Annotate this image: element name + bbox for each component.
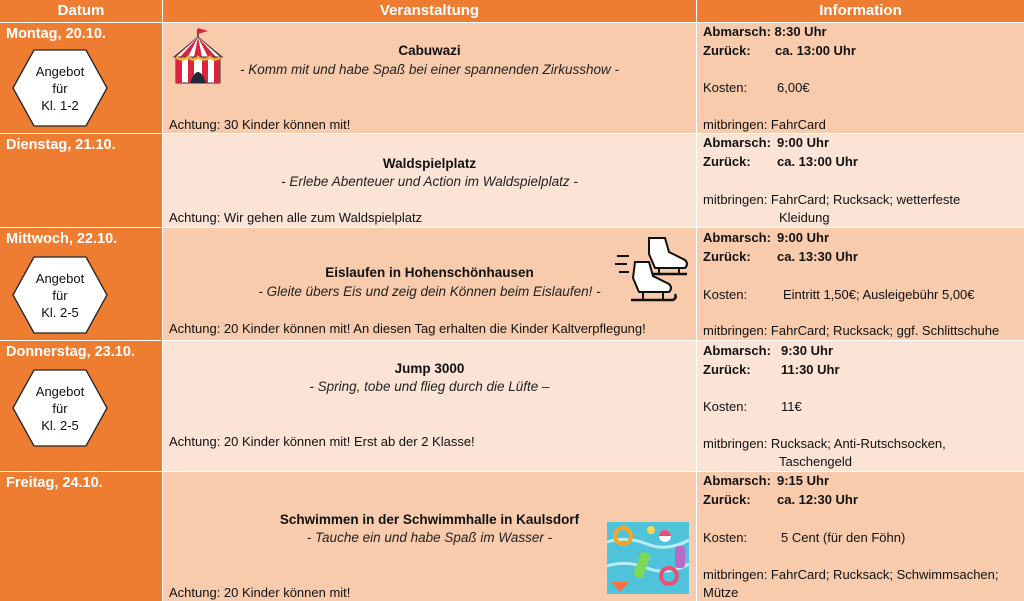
table-row xyxy=(0,228,1024,340)
abmarsch-label: Abmarsch: xyxy=(703,343,771,358)
table-row xyxy=(0,134,1024,227)
event-title: Eislaufen in Hohenschönhausen xyxy=(325,265,534,280)
event-title: Schwimmen in der Schwimmhalle in Kaulsdorf xyxy=(279,512,580,527)
abmarsch-label: Abmarsch: xyxy=(703,473,771,488)
date-label: Mittwoch, 22.10. xyxy=(6,231,118,247)
event-cell xyxy=(163,134,696,227)
grade-badge xyxy=(12,369,108,447)
abmarsch-label: Abmarsch: xyxy=(703,230,771,245)
abmarsch-value: 8:30 Uhr xyxy=(774,24,827,39)
kosten-label: Kosten: xyxy=(703,287,748,302)
info-cell xyxy=(697,341,1024,471)
mitbringen-text: mitbringen: FahrCard; Rucksack; Schwimmsachen; xyxy=(703,567,999,582)
date-label: Donnerstag, 23.10. xyxy=(6,344,135,360)
mitbringen-text: mitbringen: Rucksack; Anti-Rutschsocken, xyxy=(703,436,946,451)
zurueck-value: ca. 13:00 Uhr xyxy=(777,154,858,169)
event-subtitle: - Tauche ein und habe Spaß im Wasser - xyxy=(306,530,553,545)
table-row xyxy=(0,472,1024,601)
event-subtitle: - Komm mit und habe Spaß bei einer spannenden Zirkusshow - xyxy=(240,62,619,77)
abmarsch-value: 9:00 Uhr xyxy=(777,230,830,245)
table-row xyxy=(0,23,1024,133)
event-note: Achtung: 20 Kinder können mit! An diesen Tag erhalten die Kinder Kaltverpflegung! xyxy=(169,321,646,336)
zurueck-label: Zurück: xyxy=(703,249,751,264)
abmarsch-label: Abmarsch: xyxy=(703,135,771,150)
event-subtitle: - Gleite übers Eis und zeig dein Können beim Eislaufen! - xyxy=(258,284,601,299)
date-label: Montag, 20.10. xyxy=(6,26,106,42)
badge-line: Kl. 2-5 xyxy=(41,305,79,320)
zurueck-label: Zurück: xyxy=(703,43,751,58)
header-info: Information xyxy=(697,0,1024,22)
mitbringen-text: mitbringen: FahrCard; Rucksack; ggf. Schlittschuhe xyxy=(703,323,1000,338)
date-cell xyxy=(0,341,162,471)
grade-badge xyxy=(12,256,108,334)
zurueck-value: 11:30 Uhr xyxy=(781,362,840,377)
event-title: Jump 3000 xyxy=(394,361,465,376)
badge-line: Angebot xyxy=(35,384,85,399)
badge-line: für xyxy=(52,81,68,96)
badge-line: Angebot xyxy=(35,64,85,79)
badge-line: Angebot xyxy=(35,271,85,286)
kosten-label: Kosten: xyxy=(703,399,748,414)
kosten-value: 6,00€ xyxy=(777,80,810,95)
zurueck-value: ca. 13:30 Uhr xyxy=(777,249,858,264)
event-title: Waldspielplatz xyxy=(382,156,477,171)
zurueck-label: Zurück: xyxy=(703,492,751,507)
date-label: Freitag, 24.10. xyxy=(6,475,103,491)
kosten-value: Eintritt 1,50€; Ausleigebühr 5,00€ xyxy=(783,287,975,302)
mitbringen-text-cont: Kleidung xyxy=(779,210,830,225)
mitbringen-text-cont: Taschengeld xyxy=(779,454,852,469)
info-cell xyxy=(697,134,1024,227)
abmarsch-value: 9:00 Uhr xyxy=(777,135,830,150)
mitbringen-text: mitbringen: FahrCard; Rucksack; wetterfeste xyxy=(703,192,961,207)
event-cell xyxy=(163,472,696,601)
kosten-label: Kosten: xyxy=(703,80,748,95)
event-note: Achtung: 30 Kinder können mit! xyxy=(169,117,351,132)
event-note: Achtung: Wir gehen alle zum Waldspielplatz xyxy=(169,210,423,225)
kosten-value: 11€ xyxy=(781,399,802,414)
kosten-value: 5 Cent (für den Föhn) xyxy=(781,530,906,545)
mitbringen-text-cont: Mütze xyxy=(703,585,739,600)
event-note: Achtung: 20 Kinder können mit! xyxy=(169,585,351,600)
table-row xyxy=(0,341,1024,471)
event-subtitle: - Erlebe Abenteuer und Action im Waldspielplatz - xyxy=(281,174,578,189)
date-cell xyxy=(0,134,162,227)
abmarsch-value: 9:15 Uhr xyxy=(777,473,830,488)
date-cell xyxy=(0,472,162,601)
zurueck-label: Zurück: xyxy=(703,362,751,377)
date-label: Dienstag, 21.10. xyxy=(6,137,116,153)
header-date: Datum xyxy=(0,0,162,22)
mitbringen-text: mitbringen: FahrCard xyxy=(703,117,826,132)
zurueck-value: ca. 12:30 Uhr xyxy=(777,492,858,507)
info-cell xyxy=(697,472,1024,601)
zurueck-label: Zurück: xyxy=(703,154,751,169)
date-cell xyxy=(0,23,162,133)
info-cell xyxy=(697,228,1024,340)
badge-line: Kl. 1-2 xyxy=(41,98,79,113)
event-cell xyxy=(163,228,696,340)
event-subtitle: - Spring, tobe und flieg durch die Lüfte – xyxy=(309,379,550,394)
event-cell xyxy=(163,23,696,133)
zurueck-value: ca. 13:00 Uhr xyxy=(775,43,856,58)
event-note: Achtung: 20 Kinder können mit! Erst ab der 2 Klasse! xyxy=(169,434,475,449)
date-cell xyxy=(0,228,162,340)
abmarsch-label: Abmarsch: xyxy=(703,24,771,39)
badge-line: Kl. 2-5 xyxy=(41,418,79,433)
badge-line: für xyxy=(52,401,68,416)
kosten-label: Kosten: xyxy=(703,530,748,545)
event-title: Cabuwazi xyxy=(398,43,461,58)
grade-badge xyxy=(12,49,108,127)
header-event: Veranstaltung xyxy=(163,0,696,22)
badge-line: für xyxy=(52,288,68,303)
info-cell xyxy=(697,23,1024,133)
event-cell xyxy=(163,341,696,471)
abmarsch-value: 9:30 Uhr xyxy=(781,343,834,358)
